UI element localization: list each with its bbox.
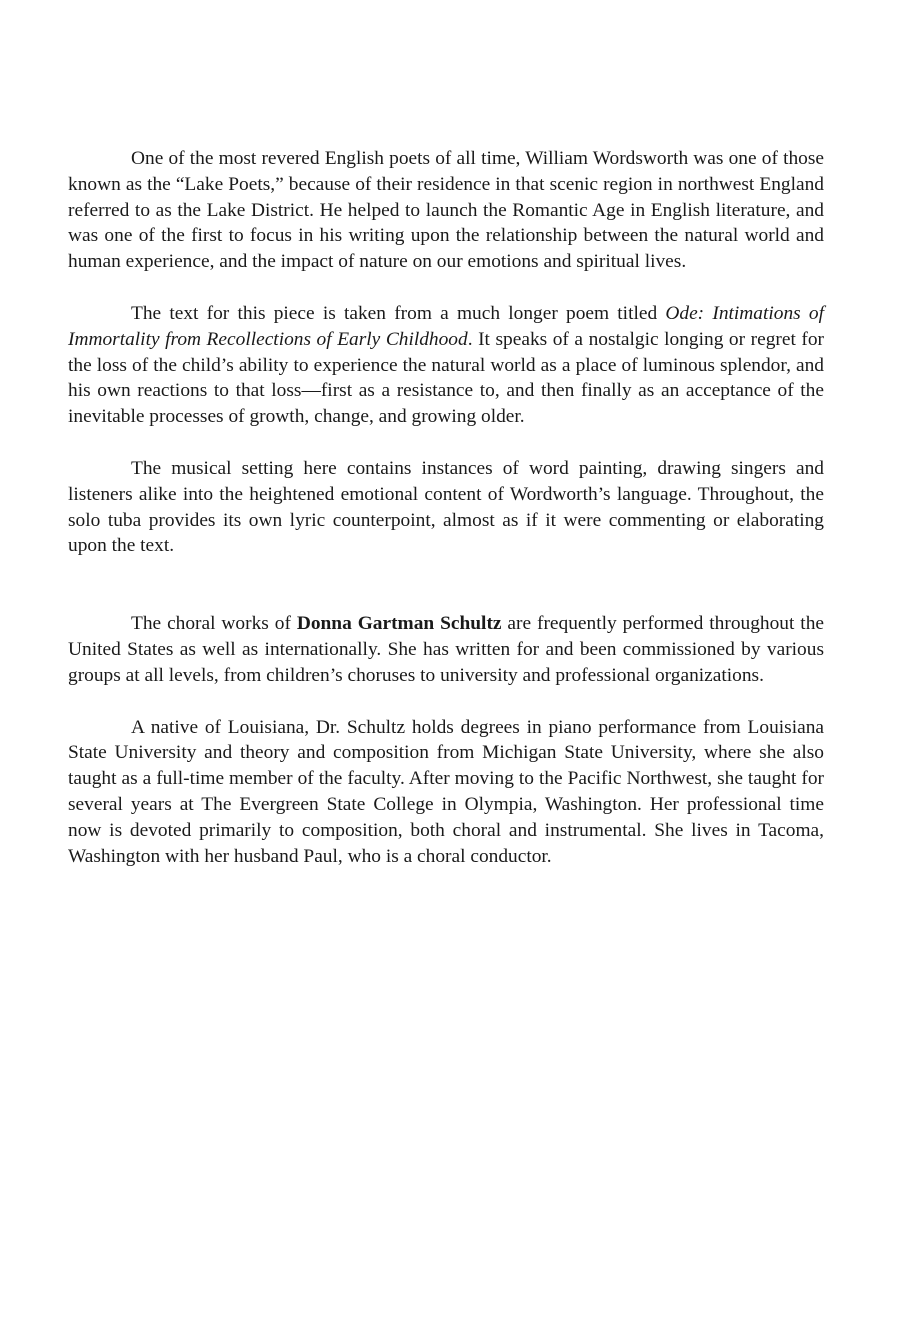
poem-title: Ode: Intimations of Immortality from Recollections of Early Childhood [68, 302, 824, 350]
composer-name: Donna Gartman Schultz [296, 613, 502, 635]
bio-paragraph-1 [68, 611, 824, 688]
notes-paragraph-2-rest: . It speaks of a nostalgic longing or regret for the loss of the child’s ability to experience the natural world as a place of luminous splendor, and his own reactions to that loss—first as a resistance to, and then finally as an acceptance of the inevitable processes of growth, change, and growing older. [68, 328, 824, 428]
section-spacer [68, 559, 824, 611]
bio-paragraph-1-lead: The choral works of [131, 613, 297, 635]
paragraph-spacer [68, 275, 824, 301]
paragraph-spacer [68, 430, 824, 456]
page-content [68, 146, 824, 869]
notes-paragraph-2-lead: The text for this piece is taken from a much longer poem titled [131, 302, 666, 324]
bio-paragraph-2: A native of Louisiana, Dr. Schultz holds degrees in piano performance from Louisiana State University and theory and composition from Michigan State University, where she also taught as a full-time member of the faculty. After moving to the Pacific Northwest, she taught for several years at The Evergreen State College in Olympia, Washington. Her professional time now is devoted primarily to composition, both choral and instrumental. She lives in Tacoma, Washington with her husband Paul, who is a choral conductor. [68, 716, 824, 867]
notes-paragraph-3: The musical setting here contains instances of word painting, drawing singers and listeners alike into the heightened emotional content of Wordworth’s language. Throughout, the solo tuba provides its own lyric counterpoint, almost as if it were commenting or elaborating upon the text. [68, 457, 824, 557]
paragraph-spacer [68, 689, 824, 715]
notes-paragraph-2 [68, 301, 824, 430]
notes-paragraph-1: One of the most revered English poets of all time, William Wordsworth was one of those known as the “Lake Poets,” because of their residence in that scenic region in northwest England referred to as the Lake District. He helped to launch the Romantic Age in English literature, and was one of the first to focus in his writing upon the relationship between the natural world and human experience, and the impact of nature on our emotions and spiritual lives. [68, 148, 824, 273]
bio-paragraph-1-rest: are frequently performed throughout the United States as well as internationally. She has written for and been commissioned by various groups at all levels, from children’s choruses to university and professional organizations. [68, 613, 824, 686]
